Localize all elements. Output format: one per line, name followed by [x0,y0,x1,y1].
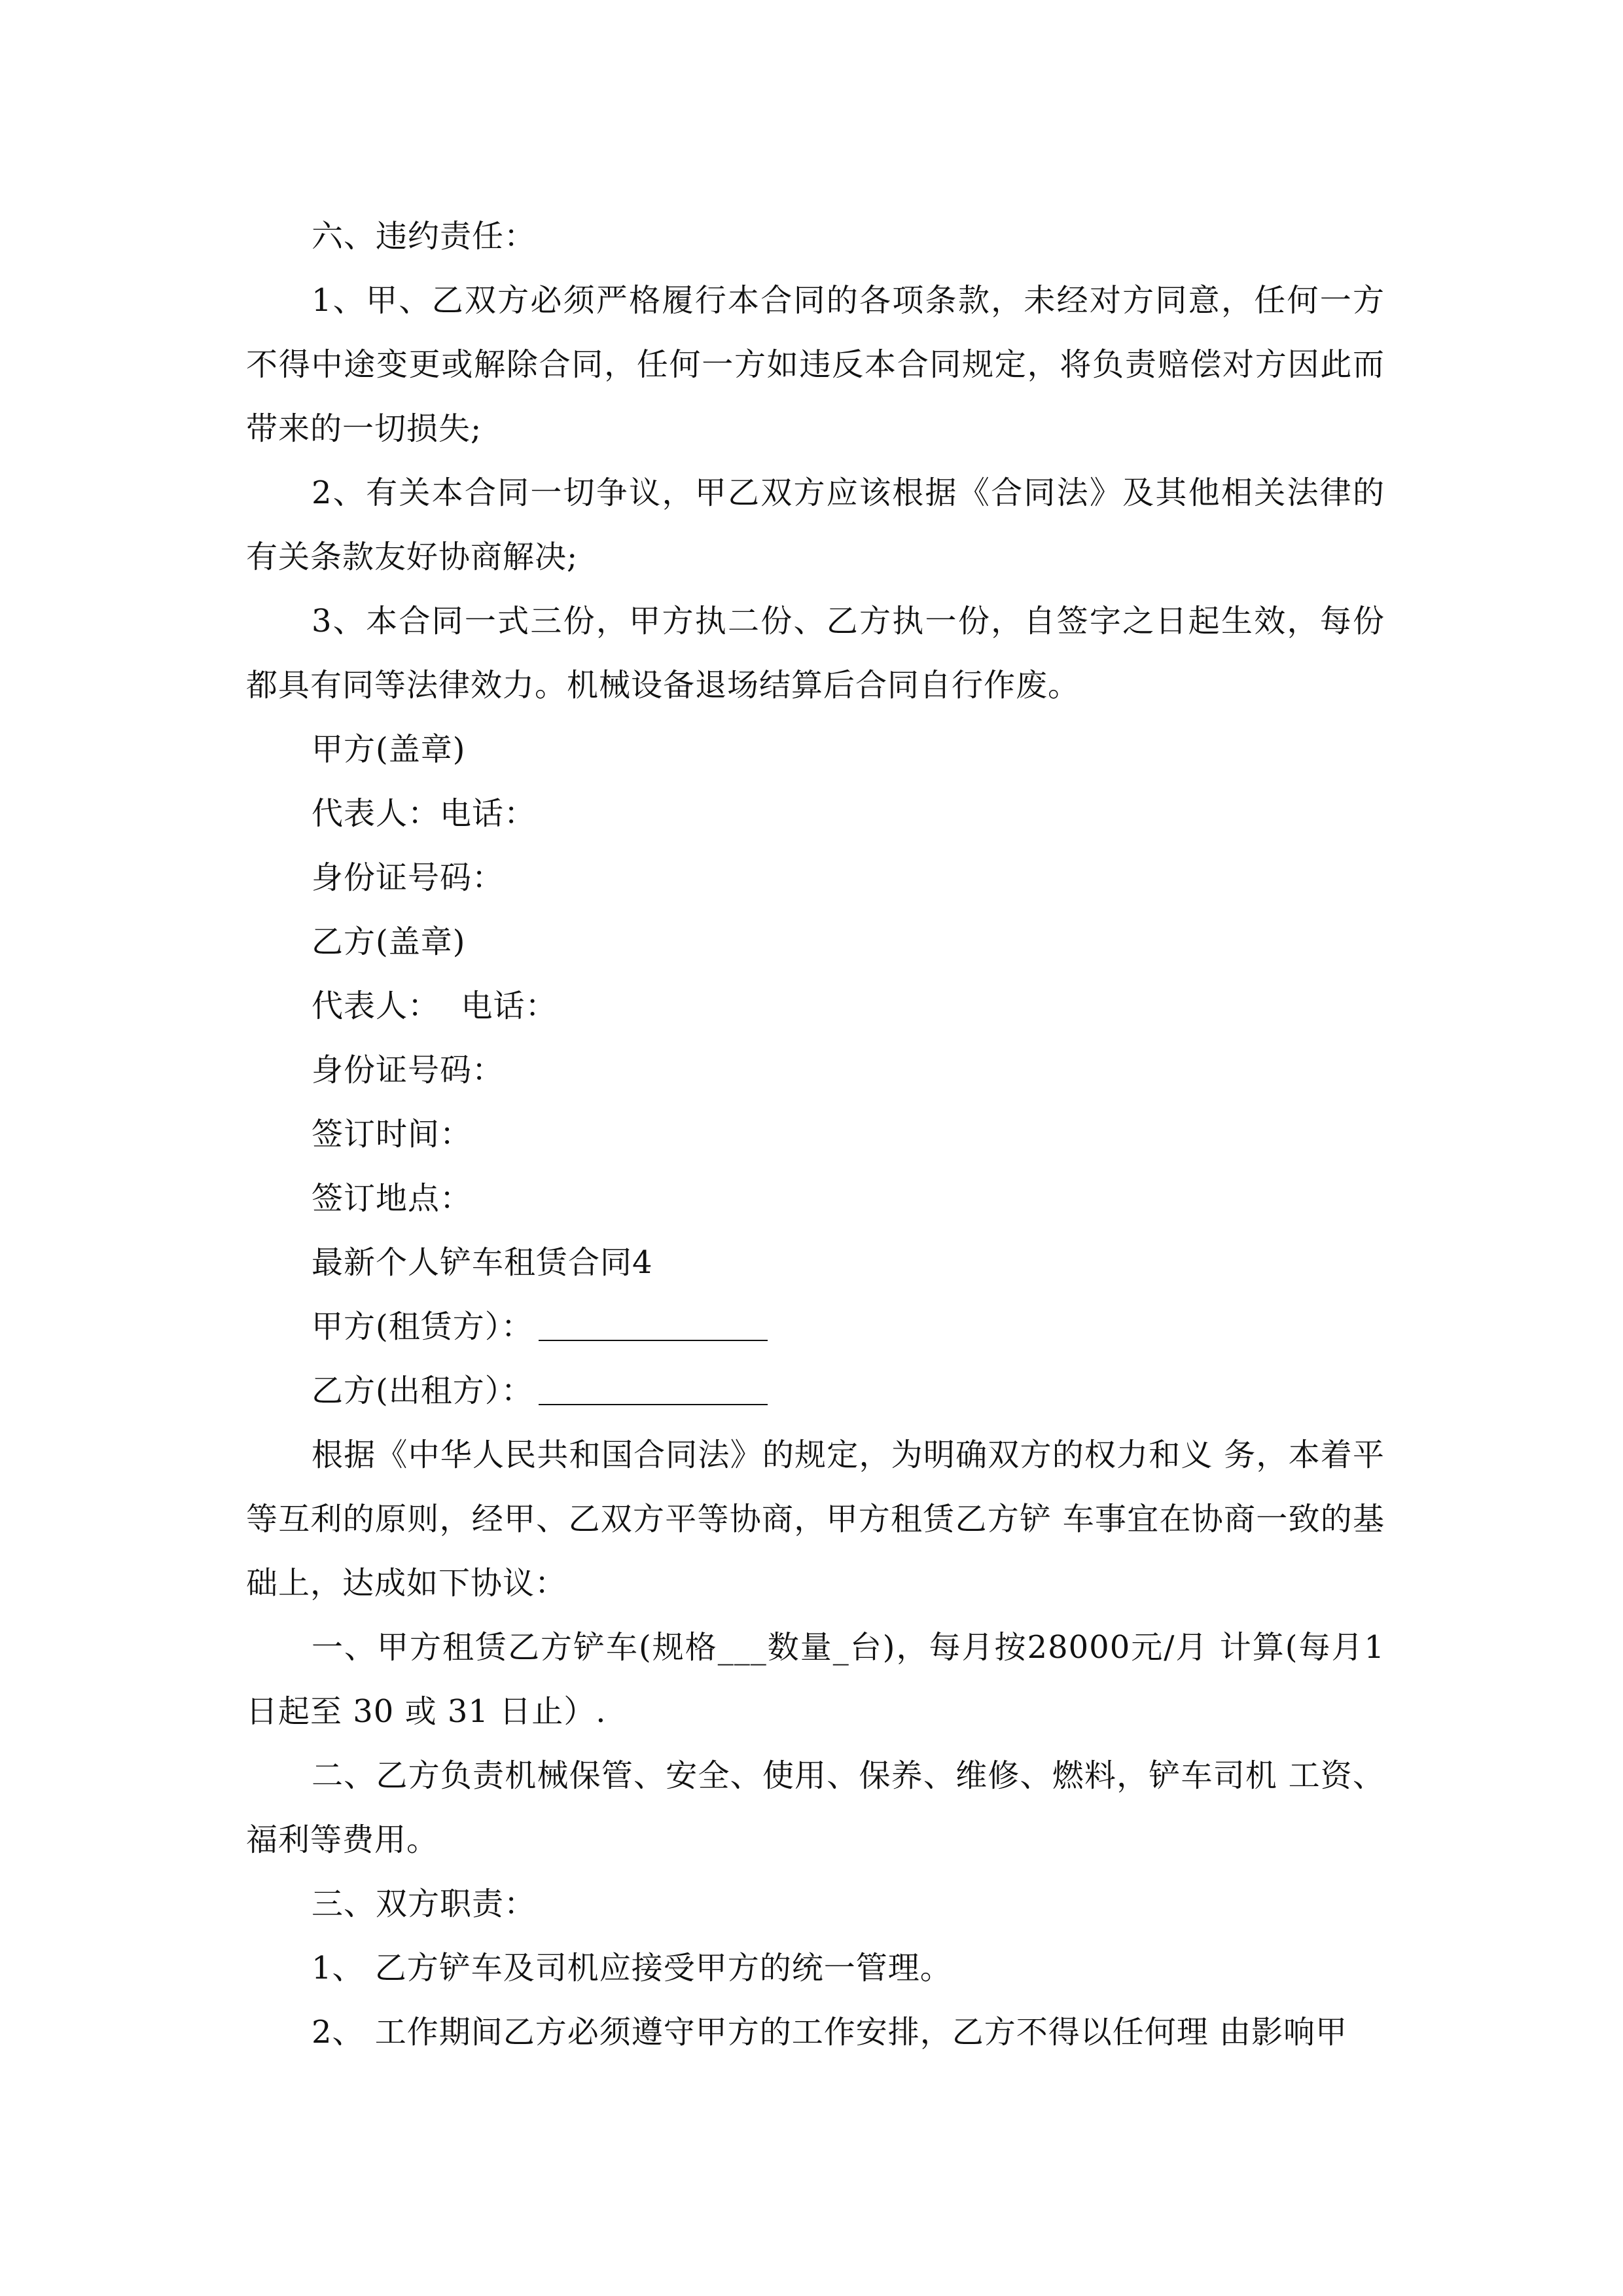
document-body [246,204,1385,2064]
party-a-lessee-line [246,1295,1385,1359]
party-a-seal: 甲方(盖章) [312,731,466,768]
article-2-responsibilities: 二、乙方负责机械保管、安全、使用、保养、维修、燃料，铲车司机 工资、福利等费用。 [246,1757,1385,1858]
party-b-lessor-blank [539,1370,768,1405]
article-3-item-1: 1、 乙方铲车及司机应接受甲方的统一管理。 [312,1950,952,1986]
party-a-id-number: 身份证号码： [312,859,505,896]
party-b-representative: 代表人： 电话： [312,988,558,1024]
article-3-heading: 三、双方职责： [312,1886,537,1922]
article-1-rental: 一、甲方租赁乙方铲车(规格___数量_台)，每月按28000元/月 计算(每月1 日起至 30 或 31 日止）. [246,1629,1385,1730]
section-heading-breach: 六、违约责任： [312,218,537,255]
breach-clause-3: 3、本合同一式三份，甲方执二份、乙方执一份，自签字之日起生效，每份都具有同等法律效力。机械设备退场结算后合同自行作废。 [246,603,1385,704]
party-a-representative: 代表人：电话： [312,795,537,832]
article-3-item-2: 2、 工作期间乙方必须遵守甲方的工作安排，乙方不得以任何理 由影响甲 [312,2014,1348,2051]
party-a-lessee-label: 甲方(租赁方）： [312,1308,533,1345]
party-b-lessor-line [246,1359,1385,1423]
signing-place: 签订地点： [312,1180,473,1217]
signing-date: 签订时间： [312,1116,473,1153]
contract-title-4: 最新个人铲车租赁合同4 [312,1244,653,1281]
preamble-paragraph: 根据《中华人民共和国合同法》的规定，为明确双方的权力和义 务，本着平等互利的原则，经甲、乙双方平等协商，甲方租赁乙方铲 车事宜在协商一致的基础上，达成如下协议： [246,1437,1385,1602]
breach-clause-1: 1、甲、乙双方必须严格履行本合同的各项条款，未经对方同意，任何一方不得中途变更或解除合同，任何一方如违反本合同规定，将负责赔偿对方因此而带来的一切损失; [246,282,1385,447]
party-b-id-number: 身份证号码： [312,1052,505,1088]
party-a-lessee-blank [539,1306,768,1341]
party-b-seal: 乙方(盖章) [312,924,466,960]
party-b-lessor-label: 乙方(出租方）： [312,1372,533,1409]
breach-clause-2: 2、有关本合同一切争议，甲乙双方应该根据《合同法》及其他相关法律的有关条款友好协商解决; [246,475,1385,575]
